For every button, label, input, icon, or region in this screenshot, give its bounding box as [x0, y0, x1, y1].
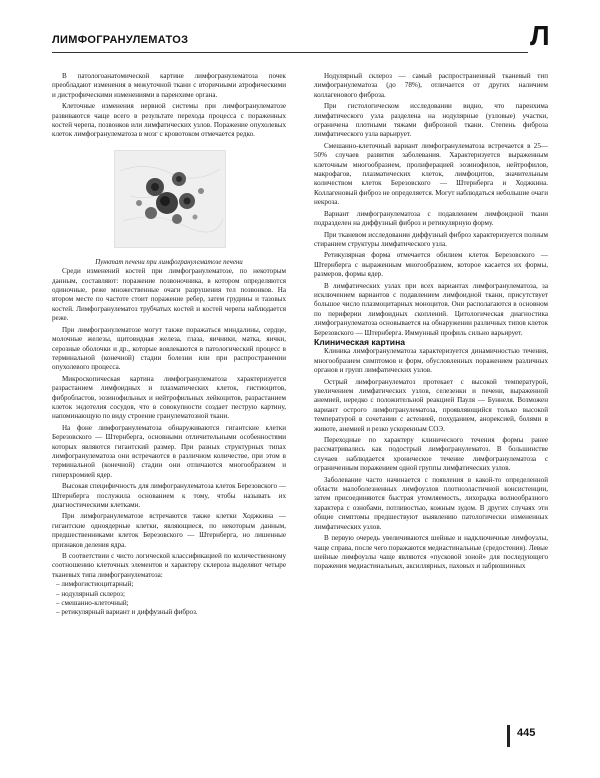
list-item: – нодулярный склероз;: [56, 589, 125, 598]
paragraph: В первую очередь увеличиваются шейные и надключичные лимфоузлы, чаще справа, после чего поражаются медиастинальные (средостения). Левые шейные лимфоузлы чаще являются «пусковой зоной» для последующего поражения медиастинальных, аксиллярных, паховых и забрюшинных: [314, 534, 548, 571]
tissue-type-list: [52, 580, 286, 618]
list-item: – ретикулярный вариант и диффузный фиброз.: [56, 608, 198, 617]
paragraph: Клиника лимфогранулематоза характеризуется динамичностью течения, многообразием симптомов и форм, обусловленных поражением различных органов и групп лимфатических узлов.: [314, 347, 548, 375]
paragraph: Переходные по характеру клинического течения формы ранее рассматривались как подострый лимфогранулематоз. В большинстве случаев наблюдается хроническое течение лимфогранулематоза с ограниченным поражением одной группы лимфатических узлов.: [314, 436, 548, 473]
paragraph: Вариант лимфогранулематоза с подавлением лимфоидной ткани подразделен на диффузный фиброз и ретикулярную форму.: [314, 209, 548, 228]
figure: [52, 150, 286, 254]
paragraph: В соответствии с чисто логической классификацией по количественному соотношению клеточных элементов и характеру склероза выделяют четыре тканевых типа лимфогранулематоза:: [52, 552, 286, 579]
paragraph: На фоне лимфогранулематоза обнаруживаются гигантские клетки Березовского — Штернберга, основными отличительными особенностями которых являются гигантский размер. При разных структурных типах лимфогранулематоза они встречаются в различном количестве, при этом в терминальной (конечной) стадии они отличаются многообразием и гиперхромией ядер.: [52, 423, 286, 479]
paragraph: Смешанно-клеточный вариант лимфогранулематоза встречается в 25—50% случаев развития заболевания. Характеризуется выраженным клеточным многообразием, пролиферацией эозинофилов, нейтрофилов, макрофагов, плазматических клеток, лимфоцитов, значительным количеством клеток Березовского — Штернберга и Ходжкина. Коллагеновый фиброз не определяется. Могут наблюдаться небольшие очаги некроза.: [314, 141, 548, 207]
paragraph: Ретикулярная форма отмечается обилием клеток Березовского — Штернберга с выраженным многообразием, которое касается их формы, размеров, формы ядер.: [314, 251, 548, 279]
paragraph: При лимфогранулематозе могут также поражаться миндалины, сердце, молочные железы, щитовидная железа, глаза, яичники, матка, яички, серозные оболочки и др., которые вовлекаются в патологический процесс в терминальной (конечной) стадии болезни или при распространении опухолевого процесса.: [52, 325, 286, 372]
micrograph-image: [114, 150, 226, 248]
paragraph: В патологоанатомической картине лимфогранулематоза почек преобладают изменения в межуточной ткани с вторичными атрофическими и дистрофическими изменениями в паренхиме органа.: [52, 72, 286, 99]
list-item: – лимфогистиоцитарный;: [56, 580, 134, 589]
paragraph: Среди изменений костей при лимфогранулематозе, по некоторым данным, составляют: поражение позвоночника, в котором определяются одиночные, реже множественные очаги разрушения тел позвонков. На втором месте по частоте стоит поражение ребер, затем грудины и тазовых костей. Лимфогранулематоз трубчатых костей и костей черепа наблюдается реже.: [52, 267, 286, 323]
running-title: ЛИМФОГРАНУЛЕМАТОЗ: [52, 34, 189, 46]
list-item: – смешанно-клеточный;: [56, 599, 129, 608]
paragraph: Нодулярный склероз — самый распространенный тканевый тип лимфогранулематоза (до 78%), отличается от других наличием коллагенового фиброза.: [314, 72, 548, 99]
paragraph: Заболевание часто начинается с появления в какой-то определенной области малоболезненных лимфоузлов плотноэластичной консистенции, затем присоединяются быстрая утомляемость, лихорадка волнообразного характера с ознобами, потливостью, кожным зудом. В других случаях эти общие симптомы предшествуют выявлению патологически измененных лимфатических узлов.: [314, 475, 548, 531]
paragraph: Микроскопическая картина лимфогранулематоза характеризуется разрастанием лимфоидных и плазматических клеток, гистиоцитов, фибробластов, эозинофильных и нейтрофильных лейкоцитов, разрастанием клеток эндотелия сосудов, что в совокупности создает пеструю картину, напоминающую по виду строение гранулематозной ткани.: [52, 374, 286, 421]
header-rule: [52, 52, 528, 53]
section-heading: Клиническая картина: [314, 336, 406, 347]
paragraph: Острый лимфогранулематоз протекает с высокой температурой, увеличением лимфатических узлов, селезенки и печени, выраженной анемией, нередко с положительной реакцией Пауля — Буннеля. Возможен вариант острого лимфогранулематоза, проявляющийся только высокой температурой в сочетании с астенией, похуданием, анорексией, болями в животе, анемией и резко ускоренным СОЭ.: [314, 377, 548, 433]
right-column: [314, 72, 548, 572]
paragraph: В лимфатических узлах при всех вариантах лимфогранулематоза, за исключением вариантов с подавлением лимфоидной ткани, присутствует большое число плазмоцитарных моноцитов. Они располагаются в основном по периферии лимфоидных скоплений. Цитологическая диагностика лимфогранулематоза основывается на обнаружении различных типов клеток Березовского — Штернберга. Иммунный профиль сильно варьирует.: [314, 281, 548, 337]
paragraph: При лимфогранулематозе встречаются также клетки Ходжкина — гигантские одноядерные клетки, являющиеся, по некоторым данным, предшественниками клеток Березовского — Штернберга, но лишенные признаков деления ядра.: [52, 512, 286, 549]
paragraph: При тканевом исследовании диффузный фиброз характеризуется полным стиранием структуры лимфатического узла.: [314, 230, 548, 248]
figure-caption: Пунктат печени при лимфогранулематозе печени: [95, 258, 243, 266]
paragraph: Клеточные изменения нервной системы при лимфогранулематозе развиваются чаще всего в результате перехода процесса с пораженных костей черепа, позвонков или лимфатических узлов. Поражение опухолевых клеток лимфогранулематоза в мозг с кровотоком отмечается редко.: [52, 102, 286, 139]
page-number-rule: [507, 725, 510, 747]
section-letter: Л: [530, 20, 550, 51]
page-header: [52, 30, 522, 50]
paragraph: Высокая специфичность для лимфогранулематоза клеток Березовского — Штернберга послужила основанием к тому, чтобы называть их диагностическими клетками.: [52, 482, 286, 509]
page-number: 445: [517, 727, 536, 739]
paragraph: При гистологическом исследовании видно, что паренхима лимфатического узла разделена на нодулярные (узловые) участки, ограничена плотными тяжами фиброзной ткани. Степень фиброза лимфатического узла варьирует.: [314, 102, 548, 139]
left-column: [52, 72, 286, 618]
